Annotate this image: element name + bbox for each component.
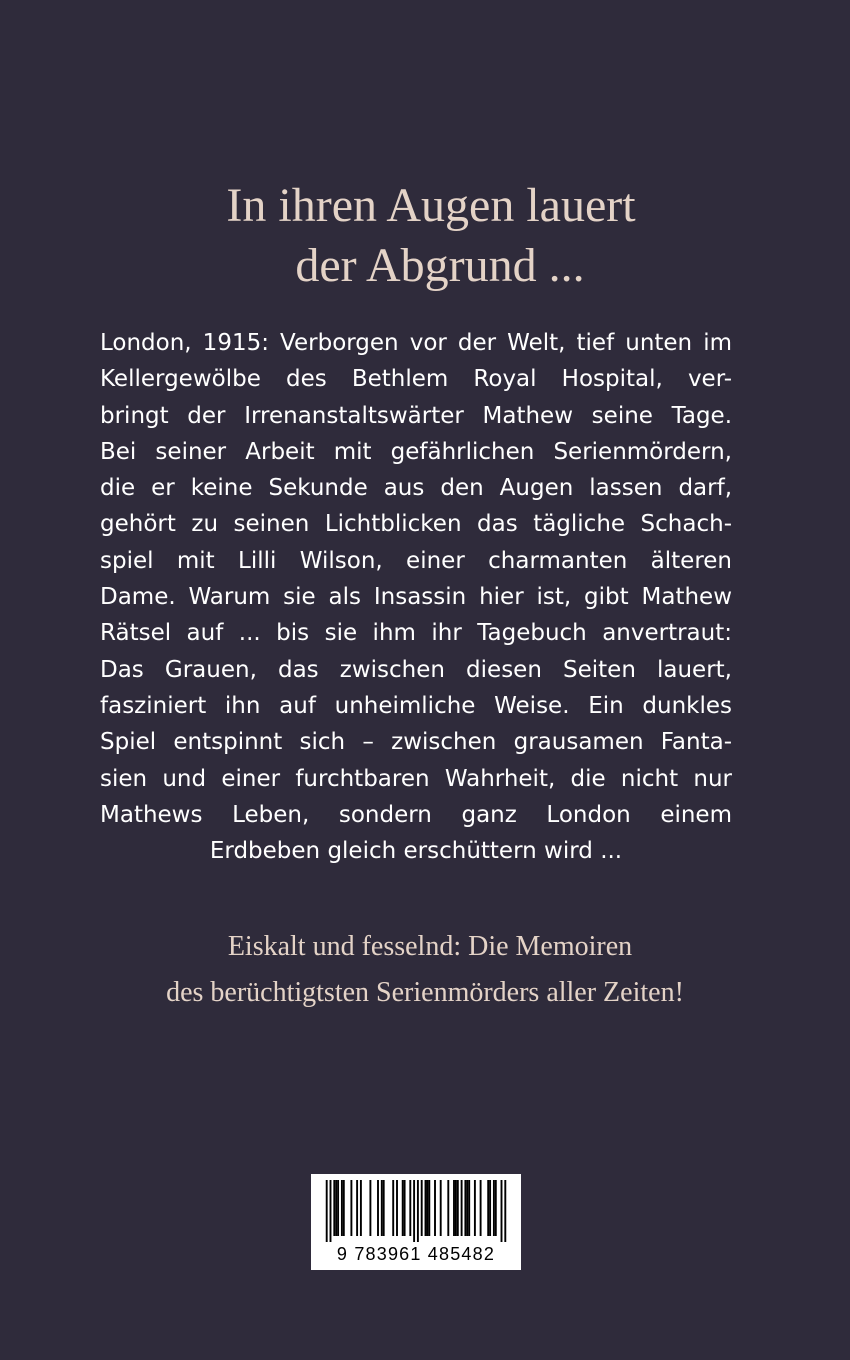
barcode-bar [428, 1180, 430, 1236]
barcode-bar [421, 1180, 423, 1236]
barcode-bar [417, 1180, 419, 1242]
barcode-bar [343, 1180, 345, 1236]
barcode-bar [426, 1180, 428, 1236]
barcode-bar [333, 1180, 335, 1236]
barcode-bar [402, 1180, 404, 1236]
headline [0, 176, 850, 296]
blurb-line: fasziniert ihn auf unheimliche Weise. Ein dunkles [100, 692, 732, 719]
barcode-bar [377, 1180, 379, 1236]
blurb-line: Erdbeben gleich erschüttern wird ... [209, 838, 623, 865]
blurb-line: bringt der Irrenanstaltswärter Mathew seine Tage. [100, 402, 732, 429]
blurb-line: gehört zu seinen Lichtblicken das tägliche Schach- [100, 511, 732, 538]
blurb-line: London, 1915: Verborgen vor der Welt, tief unten im [100, 330, 732, 356]
blurb-line: Kellergewölbe des Bethlem Royal Hospital, ver- [100, 366, 732, 393]
barcode-bar [413, 1180, 415, 1242]
barcode-bar [489, 1180, 491, 1236]
barcode-bar [381, 1180, 383, 1236]
barcode-bar [404, 1180, 406, 1236]
barcode-bar [493, 1180, 495, 1236]
barcode-bar [464, 1180, 466, 1236]
barcode-bar [383, 1180, 385, 1236]
barcode-bar [335, 1180, 337, 1236]
barcode [311, 1174, 521, 1270]
barcode-bar [369, 1180, 371, 1236]
barcode-bar [501, 1180, 503, 1242]
blurb-line: Das Grauen, das zwischen diesen Seiten lauert, [100, 656, 732, 683]
barcode-number: 9 783961 485482 [336, 1244, 496, 1264]
barcode-bar [461, 1180, 463, 1236]
blurb-line: sien und einer furchtbaren Wahrheit, die nicht nur [100, 765, 732, 792]
blurb-text [100, 325, 732, 869]
blurb-line: Spiel entspinnt sich – zwischen grausamen Fanta- [100, 729, 732, 756]
headline-line-2: der Abgrund ... [295, 239, 585, 292]
tagline-line-1: Eiskalt und fesselnd: Die Memoiren [227, 931, 633, 962]
barcode-bars [321, 1180, 511, 1242]
barcode-bar [350, 1180, 352, 1236]
barcode-bar [440, 1180, 442, 1236]
barcode-bar [447, 1180, 449, 1236]
barcode-bar [480, 1180, 482, 1236]
barcode-bar [330, 1180, 332, 1242]
blurb-line: Rätsel auf ... bis sie ihm ihr Tagebuch anvertraut: [100, 620, 732, 647]
barcode-bar [392, 1180, 394, 1236]
barcode-bar [341, 1180, 343, 1236]
blurb-line: Dame. Warum sie als Insassin hier ist, gibt Mathew [100, 584, 732, 611]
barcode-bar [504, 1180, 506, 1242]
tagline-line-2: des berüchtigtsten Serienmörders aller Zeiten! [166, 977, 684, 1008]
blurb-line: die er keine Sekunde aus den Augen lassen darf, [100, 475, 732, 502]
barcode-bar [360, 1180, 362, 1236]
barcode-bar [453, 1180, 455, 1236]
barcode-bar [409, 1180, 411, 1236]
barcode-bar [356, 1180, 358, 1236]
barcode-bar [474, 1180, 476, 1236]
tagline [0, 924, 850, 1016]
blurb-line: Bei seiner Arbeit mit gefährlichen Serienmördern, [100, 438, 732, 465]
headline-line-1: In ihren Augen lauert [226, 179, 636, 232]
barcode-bar [434, 1180, 436, 1236]
barcode-bar [455, 1180, 457, 1236]
blurb-line: Mathews Leben, sondern ganz London einem [100, 801, 732, 828]
barcode-bar [326, 1180, 328, 1242]
blurb-line: spiel mit Lilli Wilson, einer charmanten älteren [100, 547, 732, 574]
barcode-bar [495, 1180, 497, 1236]
barcode-bar [396, 1180, 398, 1236]
barcode-bar [466, 1180, 468, 1236]
barcode-bar [457, 1180, 459, 1236]
barcode-bar [468, 1180, 470, 1236]
barcode-bar [425, 1180, 427, 1236]
barcode-bar [487, 1180, 489, 1236]
barcode-bar [337, 1180, 339, 1236]
